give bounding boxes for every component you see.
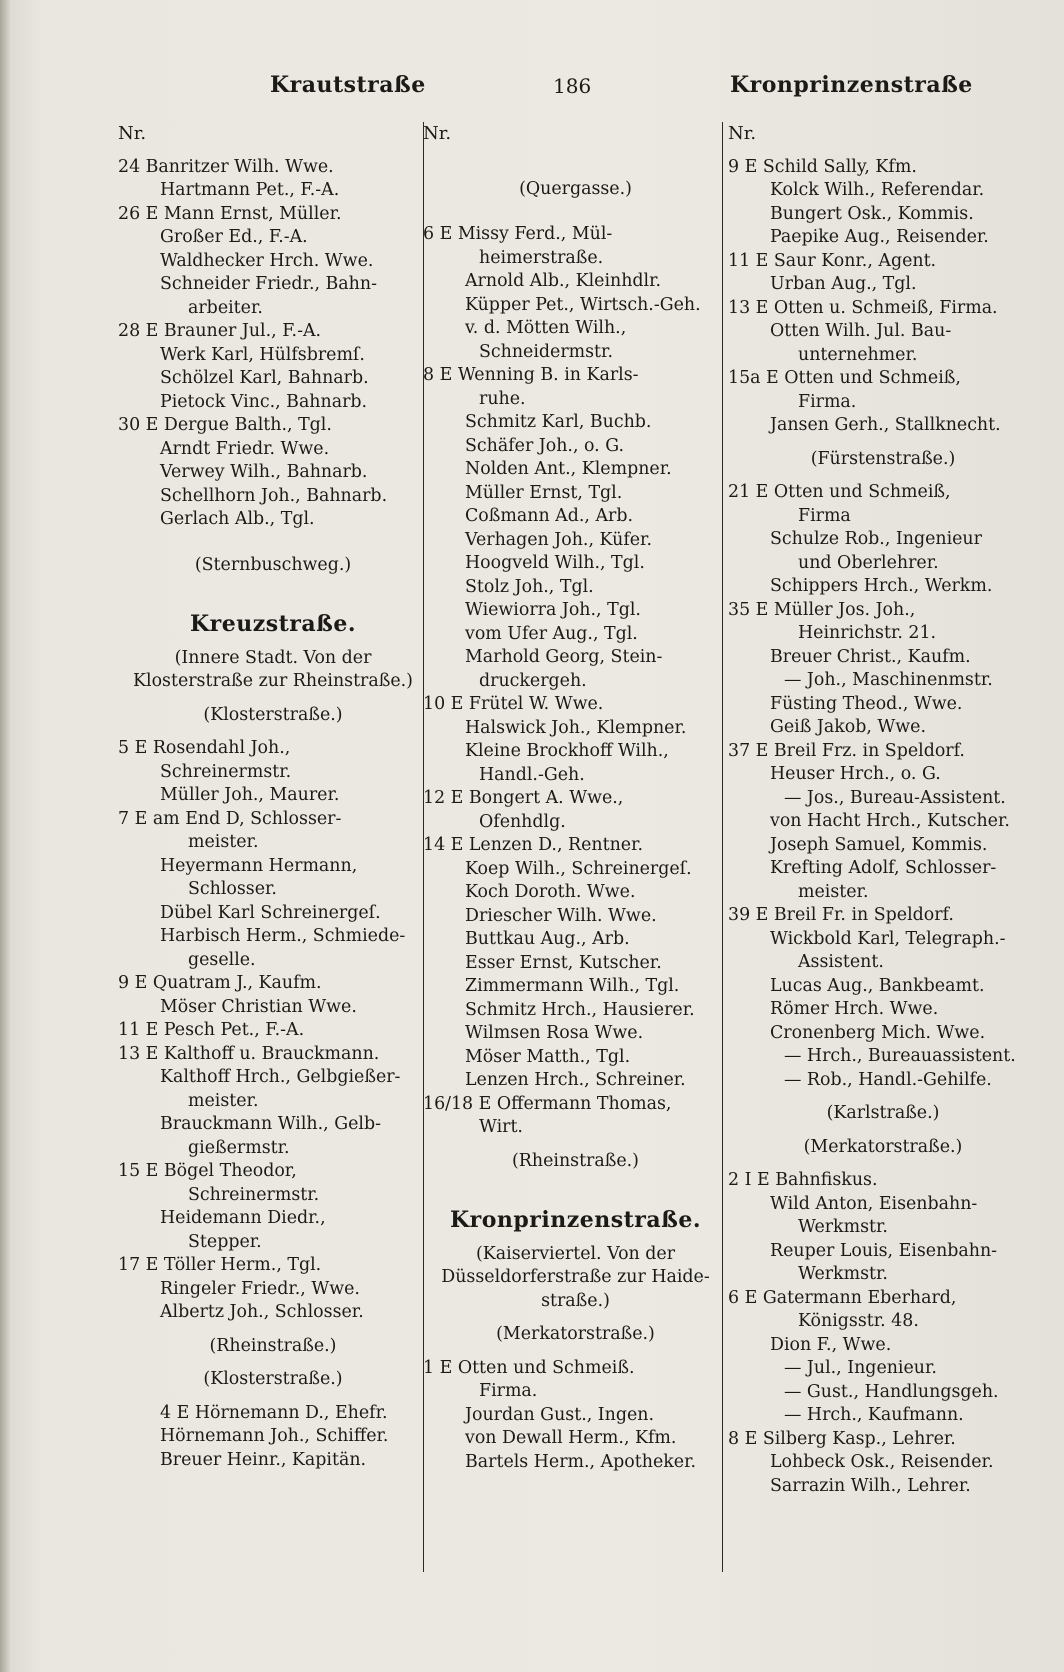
list-item: Schneidermstr. (479, 341, 613, 362)
list-item: gießermstr. (188, 1137, 290, 1158)
list-item: 35 E Müller Jos. Joh., (728, 599, 916, 620)
list-item: 11 E Pesch Pet., F.-A. (118, 1020, 305, 1040)
list-item: Küpper Pet., Wirtsch.-Geh. (465, 294, 701, 315)
cross-street: (Karlstraße.) (826, 1103, 940, 1123)
list-item: geselle. (188, 949, 256, 970)
spacer (728, 1159, 1038, 1169)
list-item: Stepper. (188, 1231, 262, 1252)
list-item: 14 E Lenzen D., Rentner. (423, 835, 644, 855)
list-item: Schreinermstr. (188, 1184, 320, 1205)
list-item: Jansen Gerh., Stallknecht. (770, 415, 1001, 435)
list-item: Kleine Brockhoff Wilh., (465, 741, 669, 761)
cross-street: (Fürstenstraße.) (810, 448, 956, 469)
spacer (423, 1347, 728, 1357)
list-item: Stolz Joh., Tgl. (465, 576, 594, 597)
list-item: Möser Matth., Tgl. (465, 1046, 631, 1067)
street-description: (Innere Stadt. Von der (174, 647, 372, 668)
list-item: Urban Aug., Tgl. (770, 274, 917, 294)
list-item: 13 E Kalthoff u. Brauckmann. (118, 1043, 380, 1064)
list-item: 2 I E Bahnfiskus. (728, 1170, 878, 1190)
list-item: 26 E Mann Ernst, Müller. (118, 203, 342, 224)
list-item: v. d. Mötten Wilh., (465, 318, 627, 338)
spacer (423, 1173, 728, 1195)
street-title: Kronprinzenstraße. (450, 1207, 701, 1233)
spacer (118, 577, 428, 599)
list-item: Heidemann Diedr., (160, 1208, 326, 1228)
list-item: 24 Banritzer Wilh. Wwe. (118, 156, 334, 177)
list-item: Dion F., Wwe. (770, 1334, 892, 1355)
spacer (118, 1325, 428, 1335)
list-item: 6 E Gatermann Eberhard, (728, 1287, 957, 1308)
list-item: Koch Doroth. Wwe. (465, 882, 636, 902)
list-item: 16/18 E Offermann Thomas, (423, 1093, 672, 1114)
list-item: Königsstr. 48. (798, 1311, 919, 1331)
list-item: Schmitz Karl, Buchb. (465, 412, 652, 432)
list-item: Bungert Osk., Kommis. (770, 203, 974, 224)
spacer (118, 1392, 428, 1402)
cross-street: (Klosterstraße.) (203, 1369, 343, 1389)
list-item: Heuser Hrch., o. G. (770, 764, 941, 784)
list-item: heimerstraße. (479, 247, 604, 268)
list-item: ruhe. (479, 388, 526, 409)
list-item: Buttkau Aug., Arb. (465, 929, 630, 949)
spacer (118, 694, 428, 704)
list-item: Waldhecker Hrch. Wwe. (160, 250, 374, 271)
list-item: 10 E Frütel W. Wwe. (423, 694, 604, 714)
list-item: 15a E Otten und Schmeiß, (728, 368, 961, 388)
spacer (423, 1140, 728, 1150)
list-item: Dübel Karl Schreinergeſ. (160, 902, 381, 923)
list-item: 17 E Töller Herm., Tgl. (118, 1255, 322, 1275)
list-item: Halswick Joh., Klempner. (465, 717, 687, 738)
page-header (0, 72, 1064, 108)
list-item: Schneider Friedr., Bahn- (160, 274, 377, 294)
list-item: Ringeler Friedr., Wwe. (160, 1278, 360, 1299)
list-item: Harbisch Herm., Schmiede- (160, 926, 406, 946)
list-item: Schmitz Hrch., Hausierer. (465, 999, 695, 1020)
list-item: Driescher Wilh. Wwe. (465, 905, 657, 926)
list-item: Kolck Wilh., Referendar. (770, 180, 985, 200)
list-item: Hartmann Pet., F.-A. (160, 180, 340, 200)
street-description: Klosterstraße zur Rheinstraße.) (133, 671, 413, 691)
list-item: Lucas Aug., Bankbeamt. (770, 975, 985, 996)
list-item: Brauckmann Wilh., Gelb- (160, 1114, 381, 1134)
list-item: Otten Wilh. Jul. Bau- (770, 321, 952, 341)
cross-street: (Rheinstraße.) (209, 1335, 337, 1356)
list-item: Firma (798, 505, 851, 526)
list-item: Heyermann Hermann, (160, 855, 358, 876)
spacer (118, 532, 428, 554)
list-item: 30 E Dergue Balth., Tgl. (118, 415, 332, 435)
list-item: meister. (798, 881, 869, 902)
spacer (728, 1126, 1038, 1136)
list-item: 13 E Otten u. Schmeiß, Firma. (728, 297, 998, 318)
column-1 (118, 122, 428, 1472)
list-item: Schippers Hrch., Werkm. (770, 576, 993, 596)
spacer (423, 201, 728, 223)
list-item: Wirt. (479, 1117, 523, 1137)
list-item: Schölzel Karl, Bahnarb. (160, 368, 369, 388)
list-item: 8 E Silberg Kasp., Lehrer. (728, 1428, 956, 1449)
cross-street: (Sternbuschweg.) (194, 554, 352, 575)
spacer (118, 727, 428, 737)
list-item: Verhagen Joh., Küfer. (465, 529, 652, 550)
list-item: Schlosser. (188, 879, 277, 899)
list-item: Werkmstr. (798, 1264, 888, 1284)
list-item: Assistent. (798, 952, 884, 972)
list-item: — Hrch., Kaufmann. (784, 1405, 964, 1425)
list-item: — Jul., Ingenieur. (784, 1358, 937, 1378)
list-item: Werkmstr. (798, 1217, 888, 1237)
page-number: 186 (553, 74, 592, 98)
list-item: Hörnemann Joh., Schiffer. (160, 1426, 389, 1446)
cross-street: (Quergasse.) (519, 178, 632, 199)
list-item: Breuer Christ., Kaufm. (770, 646, 971, 667)
list-item: Geiß Jakob, Wwe. (770, 717, 927, 737)
cross-street: (Rheinstraße.) (512, 1150, 639, 1171)
list-item: 21 E Otten und Schmeiß, (728, 482, 951, 502)
list-item: Arndt Friedr. Wwe. (160, 438, 330, 459)
list-item: Wickbold Karl, Telegraph.- (770, 928, 1006, 949)
list-item: von Hacht Hrch., Kutscher. (770, 811, 1010, 831)
list-item: Schellhorn Joh., Bahnarb. (160, 485, 388, 506)
list-item: 15 E Bögel Theodor, (118, 1161, 297, 1181)
list-item: 6 E Missy Ferd., Mül- (423, 224, 613, 244)
list-item: — Joh., Maschinenmstr. (784, 670, 993, 690)
list-item: Möser Christian Wwe. (160, 996, 357, 1017)
list-item: Albertz Joh., Schlosser. (160, 1302, 364, 1322)
spacer (728, 1092, 1038, 1102)
list-item: vom Ufer Aug., Tgl. (465, 623, 638, 644)
list-item: 1 E Otten und Schmeiß. (423, 1357, 635, 1378)
page-edge (0, 0, 10, 1672)
list-item: arbeiter. (188, 297, 263, 318)
header-right-title: Kronprinzenstraße (730, 72, 973, 98)
nr-label: Nr. (118, 123, 147, 144)
list-item: Schäfer Joh., o. G. (465, 435, 625, 456)
list-item: Jourdan Gust., Ingen. (465, 1404, 654, 1425)
list-item: Heinrichstr. 21. (798, 623, 937, 643)
spacer (423, 1313, 728, 1323)
list-item: 9 E Quatram J., Kaufm. (118, 973, 322, 993)
list-item: — Jos., Bureau-Assistent. (784, 787, 1006, 808)
spacer (728, 438, 1038, 448)
list-item: Verwey Wilh., Bahnarb. (160, 462, 368, 482)
list-item: Arnold Alb., Kleinhdlr. (465, 271, 662, 291)
list-item: Paepike Aug., Reisender. (770, 227, 989, 247)
cross-street: (Merkatorstraße.) (496, 1324, 655, 1344)
list-item: druckergeh. (479, 670, 587, 691)
list-item: Nolden Ant., Klempner. (465, 459, 672, 479)
list-item: Lenzen Hrch., Schreiner. (465, 1070, 686, 1090)
list-item: Firma. (798, 391, 857, 412)
list-item: 9 E Schild Sally, Kfm. (728, 156, 917, 177)
street-description: Düsseldorferstraße zur Haide- (441, 1267, 710, 1287)
list-item: Gerlach Alb., Tgl. (160, 509, 315, 529)
list-item: 12 E Bongert A. Wwe., (423, 788, 624, 808)
list-item: Wilmsen Rosa Wwe. (465, 1023, 644, 1043)
list-item: Esser Ernst, Kutscher. (465, 952, 662, 973)
list-item: Marhold Georg, Stein- (465, 647, 663, 667)
list-item: Müller Ernst, Tgl. (465, 482, 623, 503)
list-item: Wild Anton, Eisenbahn- (770, 1193, 978, 1214)
list-item: Großer Ed., F.-A. (160, 227, 308, 247)
nr-label: Nr. (728, 123, 757, 144)
column-3 (728, 122, 1038, 1498)
list-item: 5 E Rosendahl Joh., (118, 738, 291, 758)
spacer (728, 471, 1038, 481)
list-item: Koep Wilh., Schreinergeſ. (465, 858, 692, 879)
street-description: straße.) (541, 1290, 610, 1311)
list-item: 39 E Breil Fr. in Speldorf. (728, 905, 954, 925)
list-item: Pietock Vinc., Bahnarb. (160, 391, 368, 412)
list-item: Schreinermstr. (160, 761, 292, 782)
list-item: — Rob., Handl.-Gehilfe. (784, 1069, 992, 1090)
list-item: Zimmermann Wilh., Tgl. (465, 976, 680, 996)
list-item: meister. (188, 832, 259, 852)
list-item: Sarrazin Wilh., Lehrer. (770, 1475, 971, 1496)
list-item: von Dewall Herm., Kfm. (465, 1428, 677, 1448)
list-item: Cronenberg Mich. Wwe. (770, 1022, 986, 1043)
list-item: Füsting Theod., Wwe. (770, 693, 963, 714)
list-item: 8 E Wenning B. in Karls- (423, 365, 639, 385)
list-item: Coßmann Ad., Arb. (465, 506, 633, 526)
list-item: 37 E Breil Frz. in Speldorf. (728, 740, 965, 761)
list-item: Handl.-Geh. (479, 764, 585, 785)
list-item: Müller Joh., Maurer. (160, 785, 340, 805)
list-item: — Gust., Handlungsgeh. (784, 1381, 999, 1402)
list-item: Reuper Louis, Eisenbahn- (770, 1240, 998, 1261)
list-item: meister. (188, 1090, 259, 1111)
list-item: — Hrch., Bureauassistent. (784, 1046, 1016, 1066)
list-item: Firma. (479, 1381, 538, 1401)
list-item: Bartels Herm., Apotheker. (465, 1451, 697, 1472)
list-item: Römer Hrch. Wwe. (770, 999, 939, 1019)
list-item: Hoogveld Wilh., Tgl. (465, 553, 645, 573)
list-item: Joseph Samuel, Kommis. (770, 834, 988, 855)
street-description: (Kaiserviertel. Von der (475, 1243, 676, 1264)
list-item: Schulze Rob., Ingenieur (770, 529, 982, 549)
list-item: 28 E Brauner Jul., F.-A. (118, 321, 322, 341)
cross-street: (Klosterstraße.) (203, 704, 343, 725)
list-item: Wiewiorra Joh., Tgl. (465, 600, 641, 620)
list-item: unternehmer. (798, 344, 918, 365)
spacer (118, 1358, 428, 1368)
list-item: Ofenhdlg. (479, 811, 566, 832)
list-item: 4 E Hörnemann D., Ehefr. (160, 1402, 388, 1423)
list-item: Krefting Adolf, Schlosser- (770, 858, 997, 878)
list-item: Werk Karl, Hülfsbremſ. (160, 344, 365, 365)
street-title: Kreuzstraße. (190, 611, 356, 637)
list-item: Breuer Heinr., Kapitän. (160, 1449, 367, 1470)
list-item: Lohbeck Osk., Reisender. (770, 1452, 994, 1472)
spacer (423, 156, 728, 178)
list-item: 7 E am End D, Schlosser- (118, 808, 342, 829)
cross-street: (Merkatorstraße.) (803, 1136, 963, 1157)
list-item: Kalthoff Hrch., Gelbgießer- (160, 1067, 401, 1087)
column-2 (423, 122, 728, 1474)
header-left-title: Krautstraße (270, 72, 426, 98)
list-item: 11 E Saur Konr., Agent. (728, 250, 937, 271)
nr-label: Nr. (423, 123, 452, 144)
list-item: und Oberlehrer. (798, 552, 939, 573)
